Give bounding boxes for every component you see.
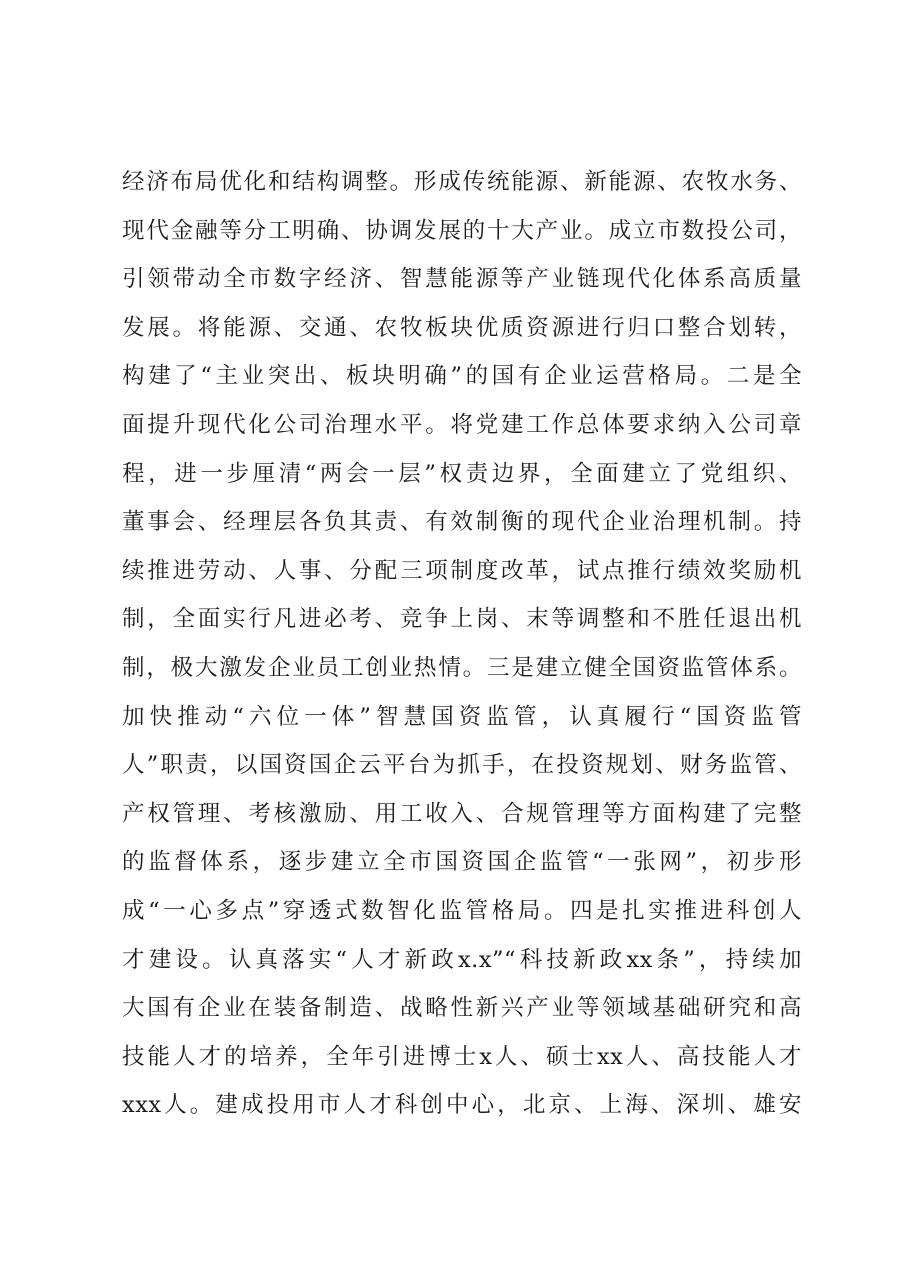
text-line-12: 加快推动“六位一体”智慧国资监管，认真履行“国资监管 [122,703,802,730]
text-line-1: 经济布局优化和结构调整。形成传统能源、新能源、农牧水务、 [122,169,802,195]
text-line-14: 产权管理、考核激励、用工收入、合规管理等方面构建了完整 [122,800,802,827]
text-line-4: 发展。将能源、交通、农牧板块优质资源进行归口整合划转， [122,314,802,341]
text-line-6: 面提升现代化公司治理水平。将党建工作总体要求纳入公司章 [122,411,802,438]
text-line-9: 续推进劳动、人事、分配三项制度改革，试点推行绩效奖励机 [122,557,802,584]
text-line-19: 技能人才的培养，全年引进博士x人、硕士xx人、高技能人才 [122,1043,802,1070]
text-line-10: 制，全面实行凡进必考、竞争上岗、末等调整和不胜任退出机 [122,606,802,633]
text-line-17: 才建设。认真落实“人才新政x.x”“科技新政xx条”，持续加 [122,946,802,973]
body-text [122,158,802,1130]
text-line-13: 人”职责，以国资国企云平台为抓手，在投资规划、财务监管、 [122,752,802,779]
text-line-5: 构建了“主业突出、板块明确”的国有企业运营格局。二是全 [122,363,802,390]
text-line-18: 大国有企业在装备制造、战略性新兴产业等领域基础研究和高 [122,995,802,1022]
text-line-11: 制，极大激发企业员工创业热情。三是建立健全国资监管体系。 [122,654,802,681]
text-line-16: 成“一心多点”穿透式数智化监管格局。四是扎实推进科创人 [122,897,802,924]
text-line-7: 程，进一步厘清“两会一层”权责边界，全面建立了党组织、 [122,460,802,487]
text-line-8: 董事会、经理层各负其责、有效制衡的现代企业治理机制。持 [122,509,802,536]
text-line-3: 引领带动全市数字经济、智慧能源等产业链现代化体系高质量 [122,266,802,293]
text-line-20: xxx人。建成投用市人才科创中心，北京、上海、深圳、雄安 [122,1092,802,1119]
text-line-2: 现代金融等分工明确、协调发展的十大产业。成立市数投公司， [122,217,802,244]
text-line-15: 的监督体系，逐步建立全市国资国企监管“一张网”，初步形 [122,849,802,876]
